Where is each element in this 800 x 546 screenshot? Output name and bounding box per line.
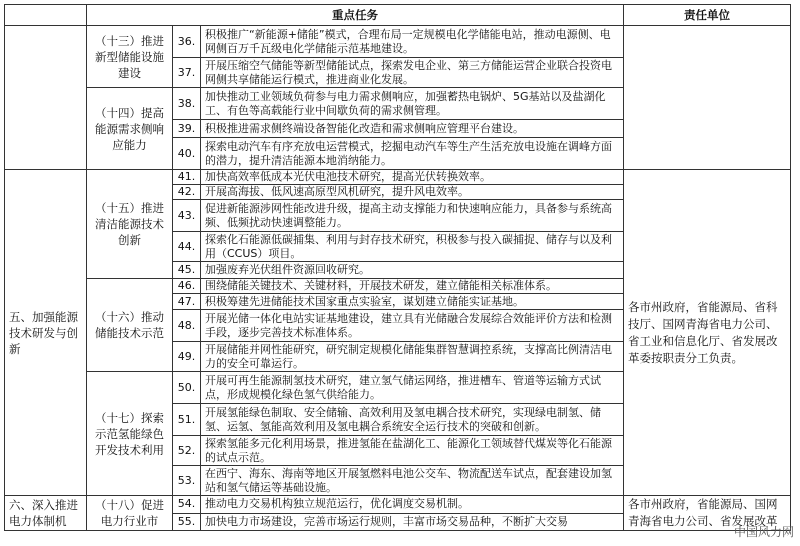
subcategory-cell: （十七）探索示范氢能绿色开发技术利用 bbox=[87, 372, 173, 496]
subcategory-cell: （十六）推动储能技术示范 bbox=[87, 279, 173, 372]
task-text: 积极筹建先进储能技术国家重点实验室，谋划建立储能实证基地。 bbox=[201, 294, 624, 310]
task-text: 探索电动汽车有序充放电运营模式，挖掘电动汽车等生产生活充放电设施在调峰方面的潜力，提升清洁能源本地消纳能力。 bbox=[201, 138, 624, 170]
responsible-cell: 各市州政府，省能源局、省科技厅、国网青海省电力公司、省工业和信息化厅、省发展改革委按职责分工负责。 bbox=[624, 170, 791, 496]
subcategory-cell: （十三）推进新型储能设施建设 bbox=[87, 26, 173, 88]
task-text: 加快高效率低成本光伏电池技术研究，提高光伏转换效率。 bbox=[201, 170, 624, 185]
table-row bbox=[5, 26, 791, 58]
subcategory-cell: （十四）提高能源需求侧响应能力 bbox=[87, 88, 173, 170]
task-number: 48. bbox=[173, 310, 201, 342]
task-text: 探索化石能源低碳捕集、利用与封存技术研究，积极参与投入碳捕捉、储存与以及利用（CCUS）项目。 bbox=[201, 232, 624, 262]
task-text: 促进新能源涉网性能改进升级，提高主动支撑能力和快速响应能力，具备参与系统高频、低频扰动快速调整能力。 bbox=[201, 200, 624, 232]
task-number: 47. bbox=[173, 294, 201, 310]
task-text: 加快电力市场建设，完善市场运行规则，丰富市场交易品种，不断扩大交易 bbox=[201, 513, 624, 531]
category-cell: 六、深入推进电力体制机 bbox=[5, 496, 87, 531]
category-cell bbox=[5, 26, 87, 170]
task-number: 50. bbox=[173, 372, 201, 404]
task-text: 开展高海拔、低风速高原型风机研究，提升风电效率。 bbox=[201, 185, 624, 200]
watermark: 中国风力网 bbox=[733, 525, 794, 539]
task-number: 45. bbox=[173, 262, 201, 279]
category-cell: 五、加强能源技术研发与创新 bbox=[5, 170, 87, 496]
task-number: 40. bbox=[173, 138, 201, 170]
task-text: 开展光储一体化电站实证基地建设，建立具有光储融合发展综合效能评价方法和检测手段，逐步完善技术标准体系。 bbox=[201, 310, 624, 342]
task-text: 开展压缩空气储能等新型储能试点，探索发电企业、第三方储能运营企业联合投资电网侧共享储能运行模式，推进商业化发展。 bbox=[201, 58, 624, 88]
task-number: 49. bbox=[173, 342, 201, 372]
subcategory-cell: （十八）促进电力行业市 bbox=[87, 496, 173, 531]
responsible-cell: 各市州政府，省能源局、国网青海省电力公司、省发展改革 bbox=[624, 496, 791, 531]
table-row bbox=[5, 170, 791, 185]
task-number: 53. bbox=[173, 466, 201, 496]
task-text: 加强废弃光伏组件资源回收研究。 bbox=[201, 262, 624, 279]
task-number: 38. bbox=[173, 88, 201, 120]
header-tasks: 重点任务 bbox=[87, 5, 624, 26]
task-text: 积极推广“新能源+储能”模式，合理布局一定规模电化学储能电站，推动电源侧、电网侧百万千瓦级电化学储能示范基地建设。 bbox=[201, 26, 624, 58]
task-number: 36. bbox=[173, 26, 201, 58]
task-number: 43. bbox=[173, 200, 201, 232]
task-number: 41. bbox=[173, 170, 201, 185]
task-number: 37. bbox=[173, 58, 201, 88]
responsible-cell bbox=[624, 26, 791, 170]
task-text: 开展储能并网性能研究，研究制定规模化储能集群智慧调控系统，支撑高比例清洁电力的安全可靠运行。 bbox=[201, 342, 624, 372]
task-number: 39. bbox=[173, 120, 201, 138]
task-text: 开展可再生能源制氢技术研究，建立氢气储运网络，推进槽车、管道等运输方式试点，形成规模化绿色氢气供给能力。 bbox=[201, 372, 624, 404]
task-number: 42. bbox=[173, 185, 201, 200]
task-text: 推动电力交易机构独立规范运行，优化调度交易机制。 bbox=[201, 496, 624, 514]
task-number: 46. bbox=[173, 279, 201, 294]
header-blank bbox=[5, 5, 87, 26]
task-text: 探索氢能多元化利用场景，推进氢能在盐湖化工、能源化工领域替代煤炭等化石能源的试点示范。 bbox=[201, 436, 624, 466]
task-text: 积极推进需求侧终端设备智能化改造和需求侧响应管理平台建设。 bbox=[201, 120, 624, 138]
task-number: 55. bbox=[173, 513, 201, 531]
task-number: 51. bbox=[173, 404, 201, 436]
task-number: 44. bbox=[173, 232, 201, 262]
task-text: 加快推动工业领域负荷参与电力需求侧响应，加强蓄热电锅炉、5G基站以及盐湖化工、有色等高载能行业中间歇负荷的需求侧管理。 bbox=[201, 88, 624, 120]
tasks-table bbox=[4, 4, 791, 531]
task-text: 在西宁、海东、海南等地区开展氢燃料电池公交车、物流配送车试点，配套建设加氢站和氢气储运等基础设施。 bbox=[201, 466, 624, 496]
subcategory-cell: （十五）推进清洁能源技术创新 bbox=[87, 170, 173, 279]
header-responsible: 责任单位 bbox=[624, 5, 791, 26]
task-text: 围绕储能关键技术、关键材料，开展技术研发，建立储能相关标准体系。 bbox=[201, 279, 624, 294]
task-number: 52. bbox=[173, 436, 201, 466]
table-row bbox=[5, 496, 791, 514]
task-number: 54. bbox=[173, 496, 201, 514]
task-text: 开展氢能绿色制取、安全储输、高效利用及氢电耦合技术研究，实现绿电制氢、储氢、运氢、氢能高效利用及氢电耦合系统安全运行技术的突破和创新。 bbox=[201, 404, 624, 436]
